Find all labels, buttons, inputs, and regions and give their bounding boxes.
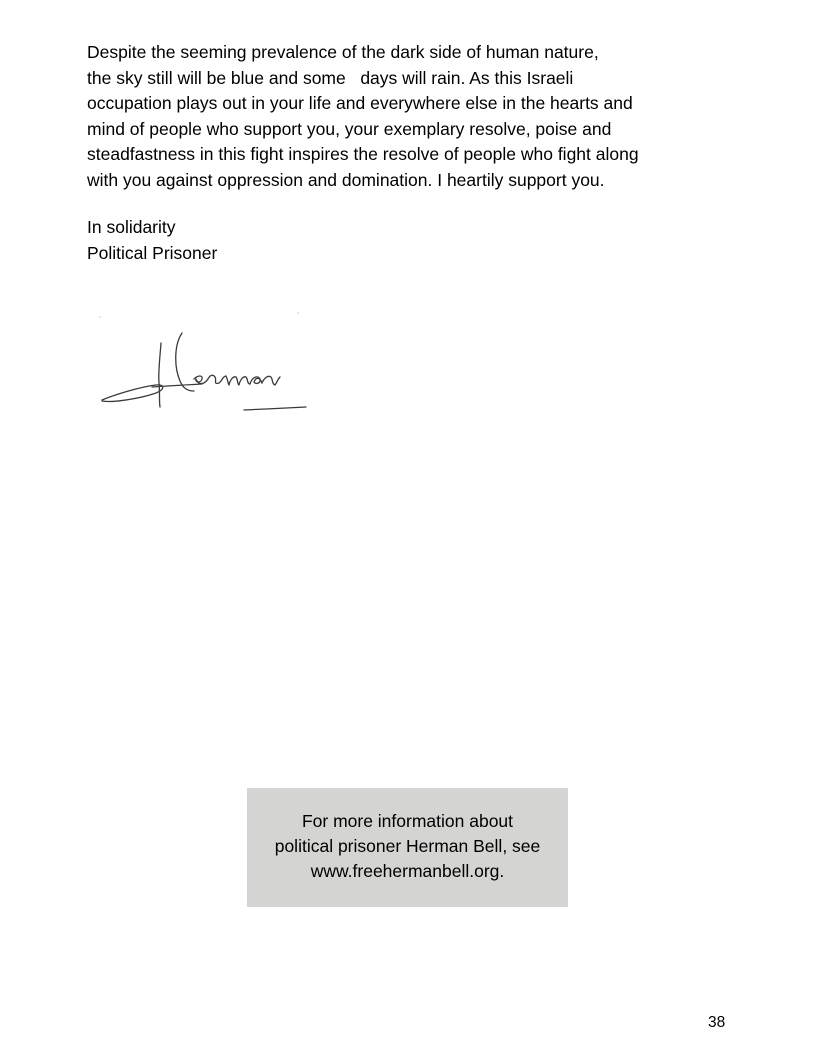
handwritten-signature — [94, 305, 314, 423]
page-number: 38 — [708, 1014, 726, 1031]
paragraph-line: Despite the seeming prevalence of the dark side of human nature, — [87, 42, 599, 62]
paragraph-line: the sky still will be blue and some days will rain. As this Israeli — [87, 67, 574, 88]
closing-title: Political Prisoner — [87, 242, 218, 263]
closing-salutation: In solidarity — [87, 217, 176, 237]
paragraph-line: with you against oppression and domination. I heartily support you. — [87, 169, 605, 190]
letter-closing — [87, 215, 217, 266]
letter-paragraph — [87, 40, 747, 193]
paragraph-line: occupation plays out in your life and everywhere else in the hearts and — [87, 93, 633, 113]
paragraph-line: steadfastness in this fight inspires the resolve of people who fight along — [87, 144, 639, 164]
info-box — [247, 788, 568, 907]
info-line: political prisoner Herman Bell, see — [274, 836, 541, 856]
info-line: For more information about — [301, 811, 514, 831]
paragraph-line: mind of people who support you, your exemplary resolve, poise and — [87, 118, 612, 139]
info-line-url: www.freehermanbell.org. — [310, 861, 505, 881]
